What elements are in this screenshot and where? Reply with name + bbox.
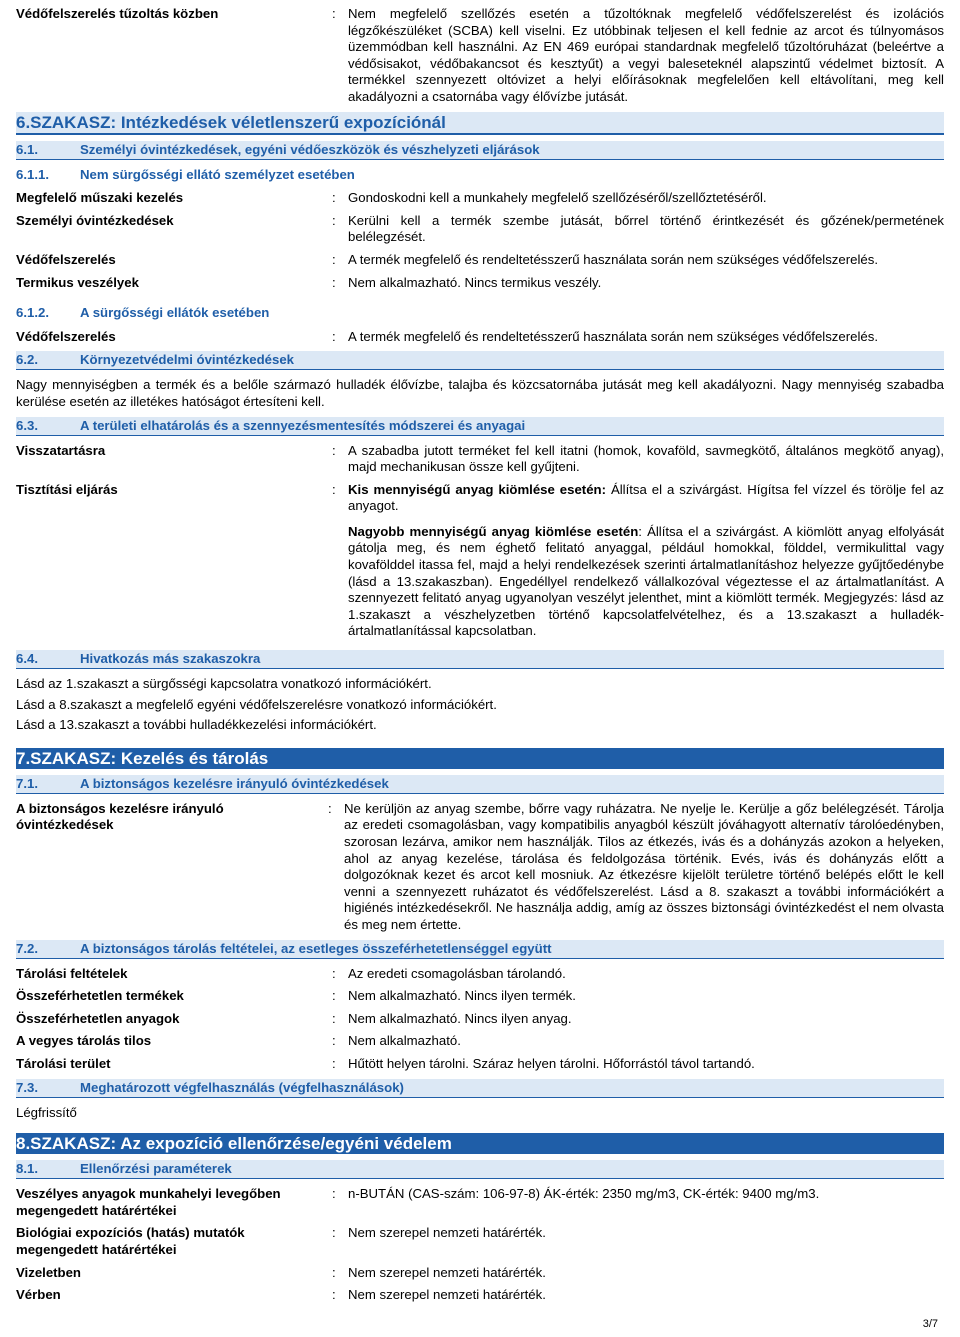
info-row [16, 1056, 944, 1073]
reference-line: Lásd a 13.szakaszt a további hulladékkezelési információkért. [16, 717, 377, 733]
colon: : [332, 251, 336, 267]
row-label: A biztonságos kezelésre irányuló óvintézkedések [16, 800, 224, 833]
subsection-number: 6.1.2. [16, 305, 49, 321]
colon: : [332, 6, 336, 21]
subsection-title: Hivatkozás más szakaszokra [80, 651, 261, 667]
subsection-6-1-heading [16, 141, 944, 160]
row-value: Hűtött helyen tárolni. Száraz helyen tárolni. Hőforrástól távol tartandó. [348, 1055, 755, 1071]
row-value [348, 482, 944, 640]
row-label: Vérben [16, 1287, 61, 1303]
row-value: A szabadba jutott terméket fel kell itatni (homok, kovaföld, savmegkötő, általános megkötő anyag), majd mechanikusan össze kell gyűjteni. [348, 442, 944, 475]
colon: : [332, 328, 336, 344]
row-value: Gondoskodni kell a munkahely megfelelő szellőzéséről/szellőztetéséről. [348, 190, 767, 206]
row-value: n-BUTÁN (CAS-szám: 106-97-8) ÁK-érték: 2350 mg/m3, CK-érték: 9400 mg/m3. [348, 1186, 820, 1202]
subsection-6-3-heading [16, 417, 944, 436]
document-body [16, 6, 944, 1310]
firefighting-equipment-row [16, 6, 944, 106]
info-row [16, 966, 944, 983]
row-value: Ne kerüljön az anyag szembe, bőrre vagy ruházatra. Ne nyelje le. Kerülje a gőz belélegzését. Tárolja az eredeti csomagolásban, vagy kompatibilis anyagból készült jóváhagyott alternatív tárolóedényben, szorosan lezárva, amikor nem használják. Tilos az étkezés, ivás és a dohányzás azokon a helyeken, ahol az anyag kezelése, tárolása és feldolgozása történik. Evés, ivás és dohányzás előtt a dolgozóknak kezet és arcot kell mosniuk. Az étkezésre kijelölt területre történő belépés előtt le kell venni a szennyezett ruházatot és védőfelszerelést. Lásd a 8. szakaszt a további információkért a higiénés intézkedésekről. Ne használja addig, amíg az összes biztonsági óvintézkedést el nem olvasta és meg nem értette. [344, 800, 944, 932]
info-row [16, 1011, 944, 1028]
colon: : [328, 800, 332, 816]
row-label: Védőfelszerelés [16, 251, 116, 267]
row-value: Nem alkalmazható. Nincs ilyen termék. [348, 988, 576, 1004]
row-value: Nem alkalmazható. Nincs termikus veszély. [348, 274, 602, 290]
colon: : [332, 1225, 336, 1241]
info-row [16, 443, 944, 476]
end-use-text: Légfrissítő [16, 1104, 77, 1120]
page-number: 3/7 [922, 1318, 938, 1331]
row-label: Védőfelszerelés tűzoltás közben [16, 6, 219, 21]
small-spill-label: Kis mennyiségű anyag kiömlése esetén: [348, 481, 606, 497]
row-label: Visszatartásra [16, 442, 106, 458]
row-value: Nem alkalmazható. [348, 1033, 461, 1049]
info-row [16, 1033, 944, 1050]
row-label: Összeférhetetlen anyagok [16, 1010, 180, 1026]
large-spill-text: : Állítsa el a szivárgást. A kiömlött anyag elfolyását gátolja meg, és nem éghető felitató anyaggal, például homokkal, földdel, vermikulittal vagy kovafölddel itassa fel, majd a helyi rendelkezések szerinti ártalmatlanításhoz helyezze gyűjtőedénybe (lásd a 13.szakaszban). Engedéllyel rendelkező vállalkozóval végeztesse el az ártalmatlanítást. A szennyezett felitató anyag ugyanolyan veszélyt jelenthet, mint a kiömlött termék. Megjegyzés: lásd az 1.szakaszt a vészhelyzetben történő kapcsolatfelvételhez, és a 13.szakaszt a hulladék-ártalmatlanítással kapcsolatban. [348, 523, 944, 639]
info-row [16, 1186, 944, 1219]
info-row [16, 213, 944, 246]
info-row [16, 252, 944, 269]
row-label: Védőfelszerelés [16, 328, 116, 344]
subsection-7-2-heading [16, 940, 944, 959]
row-label: Megfelelő műszaki kezelés [16, 190, 184, 206]
row-value: Az eredeti csomagolásban tárolandó. [348, 965, 566, 981]
info-row [16, 329, 944, 346]
colon: : [332, 1186, 336, 1202]
info-row [16, 988, 944, 1005]
subsection-number: 7.1. [16, 775, 38, 791]
subsection-title: Környezetvédelmi óvintézkedések [80, 352, 295, 368]
colon: : [332, 481, 336, 497]
row-value: Nem szerepel nemzeti határérték. [348, 1225, 546, 1241]
colon: : [332, 274, 336, 290]
colon: : [332, 1287, 336, 1303]
subsection-title: Nem sürgősségi ellátó személyzet esetében [80, 166, 355, 182]
subsection-8-1-heading [16, 1160, 944, 1179]
subsection-6-2-heading [16, 351, 944, 370]
row-label: Tisztítási eljárás [16, 481, 118, 497]
subsection-number: 6.1. [16, 141, 38, 157]
subsection-6-4-heading [16, 650, 944, 669]
colon: : [332, 190, 336, 206]
info-row [16, 801, 944, 934]
row-label: A vegyes tárolás tilos [16, 1033, 152, 1049]
row-value: Nem alkalmazható. Nincs ilyen anyag. [348, 1010, 572, 1026]
reference-line: Lásd az 1.szakaszt a sürgősségi kapcsolatra vonatkozó információkért. [16, 676, 432, 692]
row-label: Biológiai expozíciós (hatás) mutatók megengedett határértékei [16, 1225, 245, 1257]
subsection-title: A biztonságos kezelésre irányuló óvintézkedések [80, 775, 389, 791]
colon: : [332, 965, 336, 981]
colon: : [332, 212, 336, 228]
info-row [16, 482, 944, 640]
large-spill-label: Nagyobb mennyiségű anyag kiömlése esetén [348, 523, 639, 539]
row-value: Kerülni kell a termék szembe jutását, bőrrel történő érintkezését és gőzének/permetének belélegzését. [348, 212, 944, 245]
subsection-number: 6.2. [16, 352, 38, 368]
subsection-title: A területi elhatárolás és a szennyezésmentesítés módszerei és anyagai [80, 417, 526, 433]
small-spill-paragraph [348, 482, 944, 515]
colon: : [332, 988, 336, 1004]
colon: : [332, 1055, 336, 1071]
info-row [16, 1287, 944, 1304]
subsection-title: Ellenőrzési paraméterek [80, 1161, 232, 1177]
row-label: Termikus veszélyek [16, 274, 139, 290]
row-value: Nem szerepel nemzeti határérték. [348, 1264, 546, 1280]
section-8-heading: 8.SZAKASZ: Az expozíció ellenőrzése/egyéni védelem [16, 1133, 944, 1154]
environmental-precautions-text: Nagy mennyiségben a termék és a belőle származó hulladék élővízbe, talajba és közcsatornába jutását meg kell akadályozni. Nagy mennyiség szabadba kerülése esetén az illetékes hatóságot értesíteni kell. [16, 377, 944, 409]
subsection-title: Személyi óvintézkedések, egyéni védőeszközök és vészhelyzeti eljárások [80, 141, 540, 157]
colon: : [332, 1033, 336, 1049]
row-label: Veszélyes anyagok munkahelyi levegőben megengedett határértékei [16, 1186, 281, 1218]
subsection-title: Meghatározott végfelhasználás (végfelhasználások) [80, 1079, 404, 1095]
info-row [16, 275, 944, 292]
section-6-heading: 6.SZAKASZ: Intézkedések véletlenszerű expozíciónál [16, 112, 944, 135]
reference-line: Lásd a 8.szakaszt a megfelelő egyéni védőfelszerelésre vonatkozó információkért. [16, 696, 497, 712]
row-label: Összeférhetetlen termékek [16, 988, 184, 1004]
colon: : [332, 442, 336, 458]
colon: : [332, 1010, 336, 1026]
subsection-title: A sürgősségi ellátók esetében [80, 305, 270, 321]
row-value: A termék megfelelő és rendeltetésszerű használata során nem szükséges védőfelszerelés. [348, 251, 878, 267]
row-label: Tárolási terület [16, 1055, 111, 1071]
row-label: Tárolási feltételek [16, 965, 128, 981]
subsection-6-1-2-heading [16, 305, 944, 322]
subsection-6-1-1-heading [16, 167, 944, 184]
row-value: A termék megfelelő és rendeltetésszerű használata során nem szükséges védőfelszerelés. [348, 328, 878, 344]
small-spill-text: Állítsa el a szivárgást. Hígítsa fel vízzel és törölje fel az anyagot. [348, 481, 945, 514]
subsection-title: A biztonságos tárolás feltételei, az esetleges összeférhetetlenséggel együtt [80, 940, 552, 956]
subsection-number: 7.3. [16, 1079, 38, 1095]
row-label: Személyi óvintézkedések [16, 212, 174, 228]
colon: : [332, 1264, 336, 1280]
subsection-number: 6.1.1. [16, 166, 49, 182]
subsection-number: 7.2. [16, 940, 38, 956]
info-row [16, 190, 944, 207]
subsection-7-1-heading [16, 775, 944, 794]
row-value: Nem megfelelő szellőzés esetén a tűzoltóknak megfelelő védőfelszerelést és izolációs légzőkészüléket (SCBA) kell viselni. Ez utóbbinak teljesen el kell fednie az arcot és túlnyomásos üzemmódban kell használni. Az EN 469 európai standardnak megfelelő tűzoltóruházat (beleértve a védősisakot, védőbakancsot és kesztyűt) a vegyi baleseteknél alapszintű védelmet biztosít. A termékkel szennyezett oltóvizet a helyi előírásoknak megfelelően kell eltávolítani, meg kell akadályozni a csatornába vagy élővízbe jutását. [348, 6, 944, 104]
subsection-number: 6.4. [16, 651, 38, 667]
row-value: Nem szerepel nemzeti határérték. [348, 1287, 546, 1303]
info-row [16, 1225, 944, 1258]
info-row [16, 1265, 944, 1282]
section-7-heading: 7.SZAKASZ: Kezelés és tárolás [16, 748, 944, 769]
row-label: Vizeletben [16, 1264, 81, 1280]
subsection-number: 8.1. [16, 1161, 38, 1177]
large-spill-paragraph [348, 524, 944, 640]
subsection-number: 6.3. [16, 417, 38, 433]
subsection-7-3-heading [16, 1079, 944, 1098]
